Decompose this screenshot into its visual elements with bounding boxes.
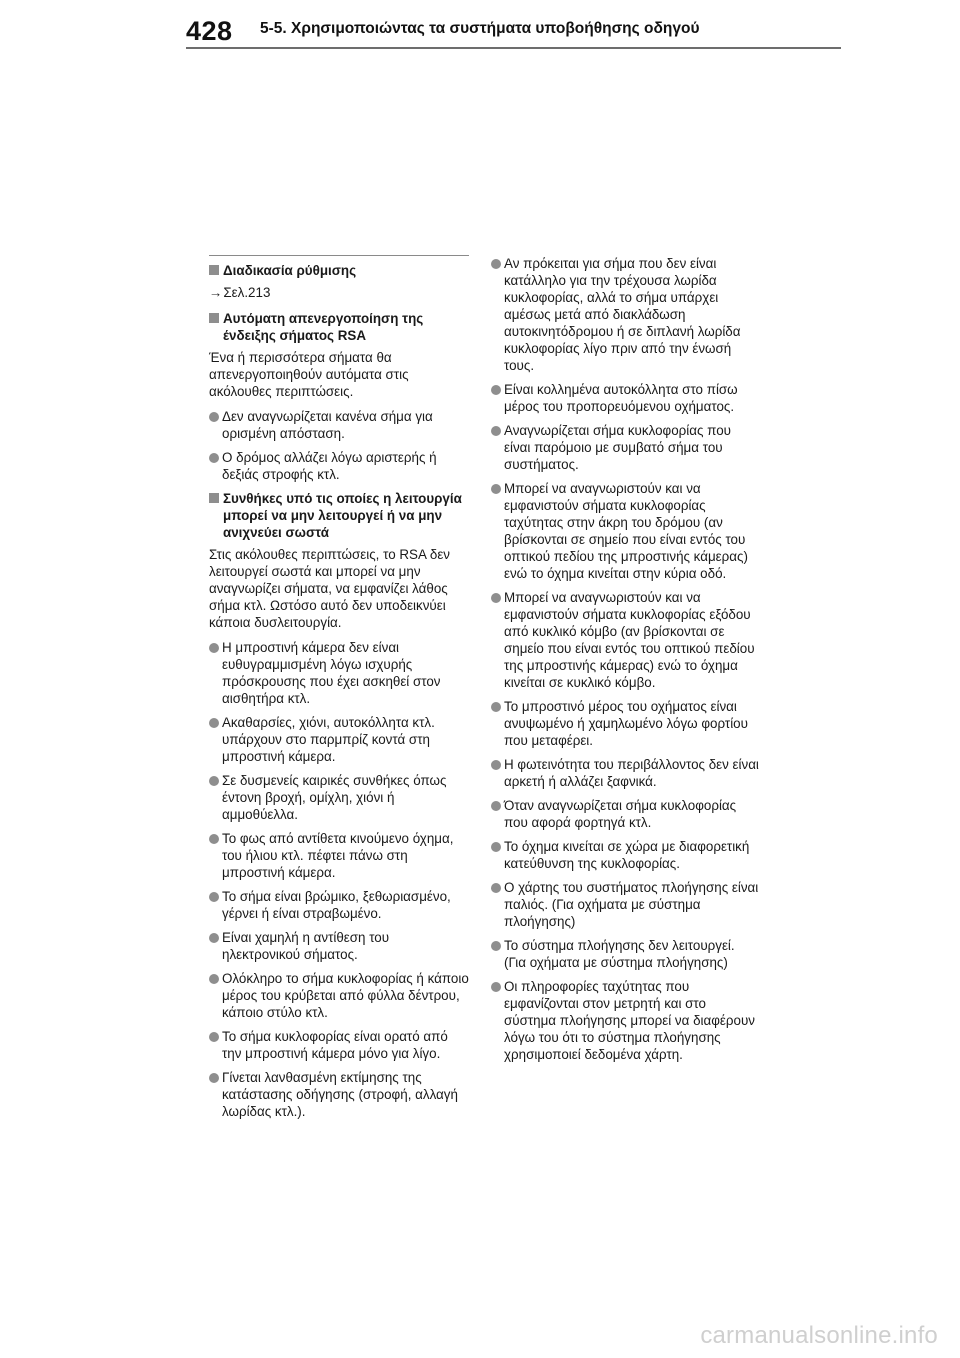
list-item — [209, 830, 469, 881]
right-column — [491, 255, 759, 1070]
bullet-dot-icon — [209, 718, 219, 728]
bullet-dot-icon — [209, 974, 219, 984]
heading-adjust-procedure — [209, 262, 469, 279]
bullet-dot-icon — [491, 883, 501, 893]
site-watermark: carmanualsonline.info — [700, 1322, 938, 1349]
list-item-text: Οι πληροφορίες ταχύτητας που εμφανίζονται στον μετρητή και στο σύστημα πλοήγησης μπορεί να διαφέρουν λόγω του ότι το σύστημα πλοήγησης χρησιμοποιεί δεδομένα χάρτη. — [504, 979, 755, 1062]
list-item-text: Το σήμα κυκλοφορίας είναι ορατό από την μπροστινή κάμερα μόνο για λίγο. — [222, 1029, 448, 1061]
list-item-text: Η μπροστινή κάμερα δεν είναι ευθυγραμμισμένη λόγω ισχυρής πρόσκρουσης που έχει ασκηθεί στον αισθητήρα κτλ. — [222, 640, 441, 706]
list-item — [491, 422, 759, 473]
page-reference[interactable] — [209, 284, 469, 301]
list-item-text: Η φωτεινότητα του περιβάλλοντος δεν είναι αρκετή ή αλλάζει ξαφνικά. — [504, 757, 759, 789]
list-item — [209, 639, 469, 707]
square-bullet-icon — [209, 265, 219, 275]
list-item — [491, 937, 759, 971]
bullet-dot-icon — [491, 593, 501, 603]
list-item — [491, 978, 759, 1063]
list-item-text: Το σύστημα πλοήγησης δεν λειτουργεί. (Για οχήματα με σύστημα πλοήγησης) — [504, 938, 735, 970]
bullet-dot-icon — [491, 385, 501, 395]
bullet-dot-icon — [209, 412, 219, 422]
list-item — [209, 970, 469, 1021]
list-item-text: Το μπροστινό μέρος του οχήματος είναι ανυψωμένο ή χαμηλωμένο λόγω φορτίου που μεταφέρει. — [504, 699, 748, 748]
list-item — [209, 408, 469, 442]
list-item — [491, 879, 759, 930]
bullet-dot-icon — [209, 776, 219, 786]
list-item-text: Όταν αναγνωρίζεται σήμα κυκλοφορίας που αφορά φορτηγά κτλ. — [504, 798, 737, 830]
heading-text: Συνθήκες υπό τις οποίες η λειτουργία μπορεί να μην λειτουργεί ή να μην ανιχνεύει σωστά — [223, 491, 462, 540]
square-bullet-icon — [209, 493, 219, 503]
bullet-dot-icon — [209, 834, 219, 844]
heading-text: Αυτόματη απενεργοποίηση της ένδειξης σήματος RSA — [223, 311, 424, 343]
list-item — [491, 589, 759, 691]
list-item — [491, 797, 759, 831]
list-item-text: Είναι χαμηλή η αντίθεση του ηλεκτρονικού σήματος. — [222, 930, 390, 962]
list-item — [209, 772, 469, 823]
list-item-text: Μπορεί να αναγνωριστούν και να εμφανιστούν σήματα κυκλοφορίας ταχύτητας στην άκρη του δρόμου (αν βρίσκονται σε σημείο που είναι εντός του οπτικού πεδίου της μπροστινής κάμερας) ενώ το όχημα κινείται στην κύρια οδό. — [504, 481, 748, 581]
left-column — [209, 255, 469, 1127]
page-number: 428 — [186, 16, 233, 46]
list-item-text: Αν πρόκειται για σήμα που δεν είναι κατάλληλο για την τρέχουσα λωρίδα κυκλοφορίας, αλλά το σήμα υπάρχει αμέσως μετά από διακλάδωση αυτοκινητόδρομου ή σε διπλανή λωρίδα κυκλοφορίας λίγο πριν από την ένωσή τους. — [504, 256, 741, 373]
list-item — [491, 756, 759, 790]
list-item — [491, 255, 759, 374]
bullet-dot-icon — [209, 933, 219, 943]
bullet-dot-icon — [209, 1073, 219, 1083]
bullet-dot-icon — [209, 453, 219, 463]
list-item-text: Μπορεί να αναγνωριστούν και να εμφανιστούν σήματα κυκλοφορίας εξόδου από κυκλικό κόμβο (αν βρίσκονται σε σημείο που είναι εντός του οπτικού πεδίου της μπροστινής κάμερας) ενώ το όχημα κινείται σε κυκλικό κόμβο. — [504, 590, 755, 690]
bullet-dot-icon — [491, 484, 501, 494]
list-item-text: Ολόκληρο το σήμα κυκλοφορίας ή κάποιο μέρος του κρύβεται από φύλλα δέντρου, κάποιο στύλο κτλ. — [222, 971, 469, 1020]
bullet-dot-icon — [491, 259, 501, 269]
bullet-dot-icon — [491, 702, 501, 712]
bullet-dot-icon — [209, 643, 219, 653]
list-item — [491, 381, 759, 415]
list-item — [209, 929, 469, 963]
list-item-text: Ο δρόμος αλλάζει λόγω αριστερής ή δεξιάς στροφής κτλ. — [222, 450, 437, 482]
list-item — [209, 449, 469, 483]
paragraph: Στις ακόλουθες περιπτώσεις, το RSA δεν λειτουργεί σωστά και μπορεί να μην αναγνωρίζει σήματα, να εμφανίζει λάθος σήμα κτλ. Ωστόσο αυτό δεν υποδεικνύει κάποια δυσλειτουργία. — [209, 547, 450, 630]
square-bullet-icon — [209, 313, 219, 323]
bullet-dot-icon — [491, 982, 501, 992]
bullet-dot-icon — [491, 801, 501, 811]
list-item — [491, 838, 759, 872]
page-header — [0, 0, 960, 60]
heading-auto-cancel — [209, 310, 469, 344]
arrow-right-icon: → — [209, 285, 223, 300]
page-reference-text[interactable]: Σελ.213 — [223, 285, 271, 300]
column-divider — [209, 255, 469, 256]
list-item-text: Γίνεται λανθασμένη εκτίμησης της κατάστασης οδήγησης (στροφή, αλλαγή λωρίδας κτλ.). — [222, 1070, 458, 1119]
list-item — [491, 480, 759, 582]
list-item-text: Ο χάρτης του συστήματος πλοήγησης είναι παλιός. (Για οχήματα με σύστημα πλοήγησης) — [504, 880, 759, 929]
list-item-text: Σε δυσμενείς καιρικές συνθήκες όπως έντονη βροχή, ομίχλη, χιόνι ή αμμοθύελλα. — [222, 773, 447, 822]
bullet-dot-icon — [209, 1032, 219, 1042]
list-item — [491, 698, 759, 749]
bullet-dot-icon — [491, 842, 501, 852]
list-item-text: Το φως από αντίθετα κινούμενο όχημα, του ήλιου κτλ. πέφτει πάνω στη μπροστινή κάμερα. — [222, 831, 454, 880]
list-item-text: Το όχημα κινείται σε χώρα με διαφορετική κατεύθυνση της κυκλοφορίας. — [504, 839, 750, 871]
section-title: 5-5. Χρησιμοποιώντας τα συστήματα υποβοήθησης οδηγού — [260, 20, 700, 37]
list-item — [209, 1069, 469, 1120]
header-divider — [186, 47, 841, 49]
list-item-text: Αναγνωρίζεται σήμα κυκλοφορίας που είναι παρόμοιο με συμβατό σήμα του συστήματος. — [504, 423, 731, 472]
list-item — [209, 1028, 469, 1062]
list-item-text: Είναι κολλημένα αυτοκόλλητα στο πίσω μέρος του προπορευόμενου οχήματος. — [504, 382, 738, 414]
bullet-dot-icon — [491, 941, 501, 951]
list-item-text: Δεν αναγνωρίζεται κανένα σήμα για ορισμένη απόσταση. — [222, 409, 433, 441]
bullet-dot-icon — [491, 760, 501, 770]
list-item — [209, 714, 469, 765]
heading-text: Διαδικασία ρύθμισης — [223, 263, 357, 278]
heading-conditions — [209, 490, 469, 541]
list-item-text: Ακαθαρσίες, χιόνι, αυτοκόλλητα κτλ. υπάρχουν στο παρμπρίζ κοντά στη μπροστινή κάμερα. — [222, 715, 435, 764]
bullet-dot-icon — [209, 892, 219, 902]
list-item — [209, 888, 469, 922]
paragraph: Ένα ή περισσότερα σήματα θα απενεργοποιηθούν αυτόματα στις ακόλουθες περιπτώσεις. — [209, 350, 409, 399]
bullet-dot-icon — [491, 426, 501, 436]
list-item-text: Το σήμα είναι βρώμικο, ξεθωριασμένο, γέρνει ή είναι στραβωμένο. — [222, 889, 451, 921]
